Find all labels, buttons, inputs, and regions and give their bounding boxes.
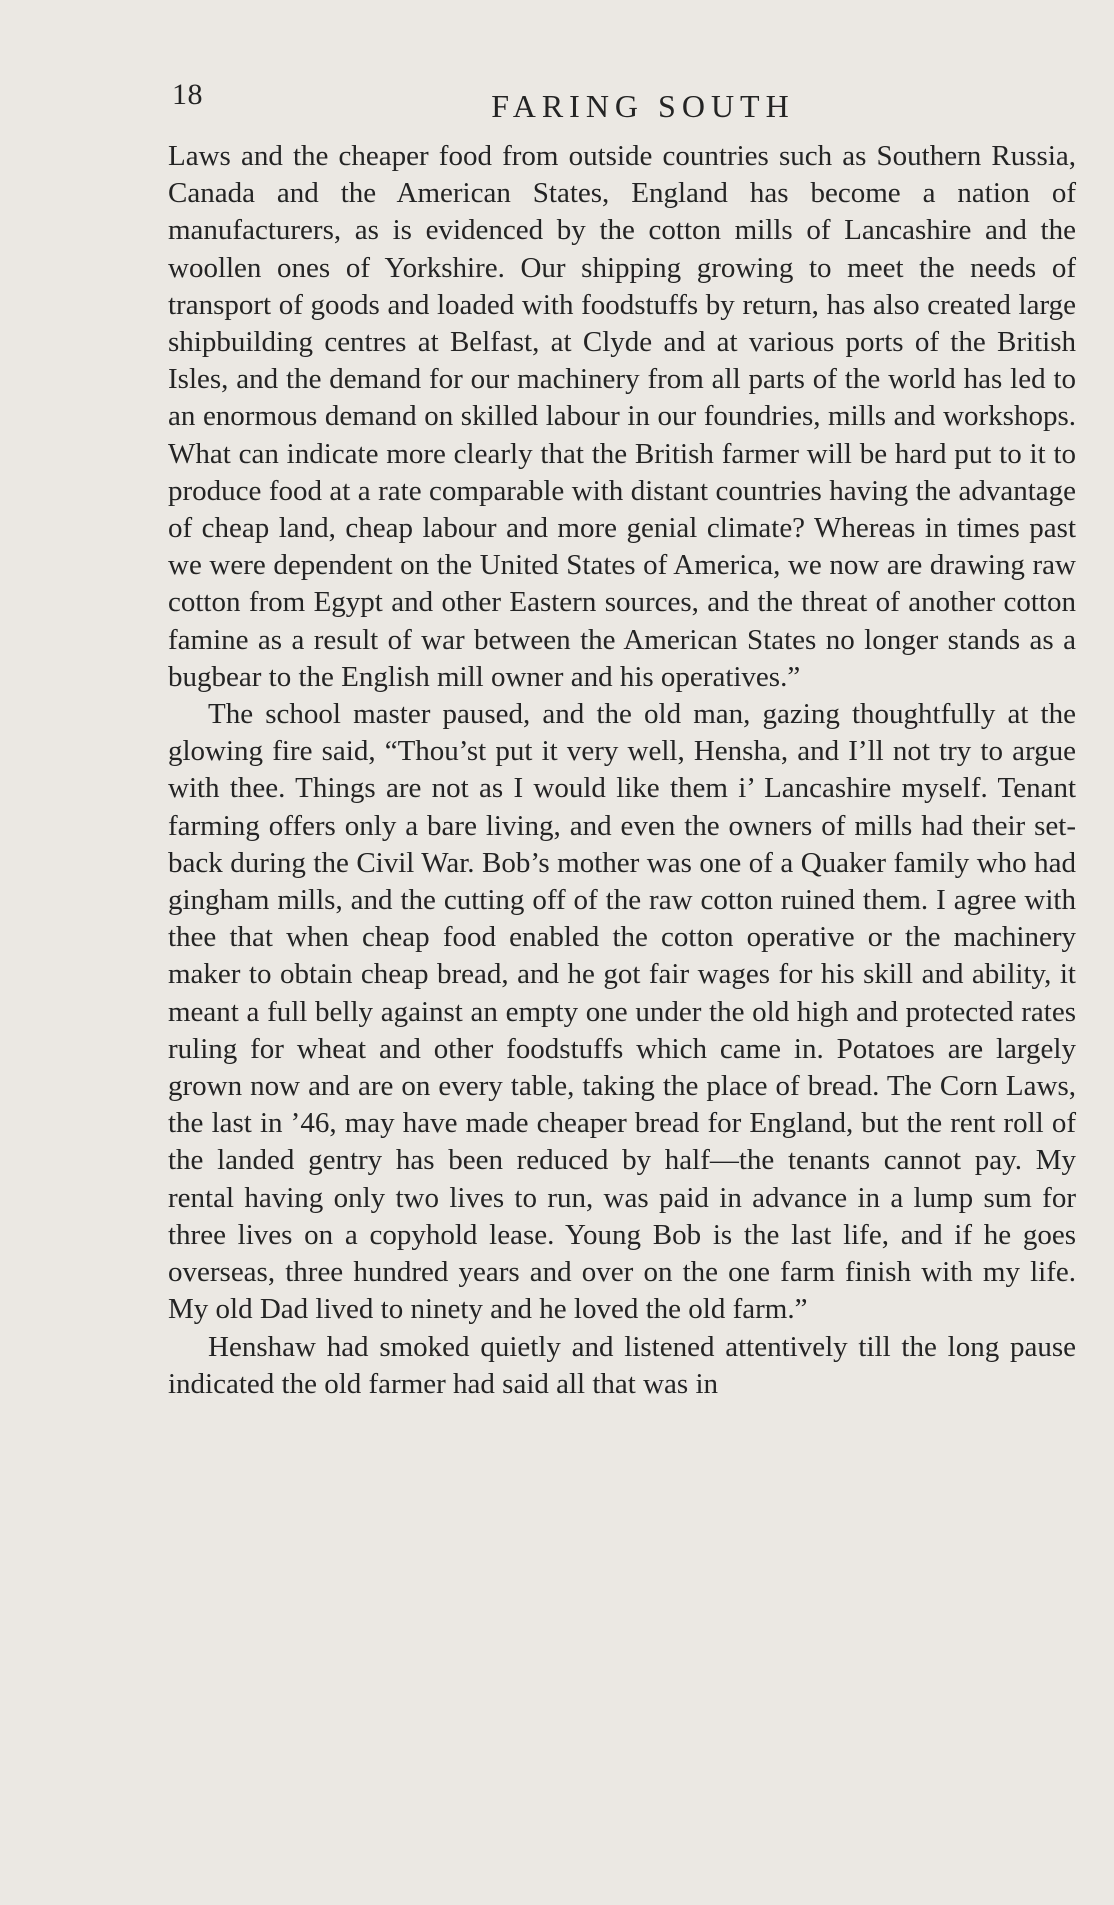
body-text [168, 138, 1076, 1403]
paragraph-1: Laws and the cheaper food from outside countries such as Southern Russia, Canada and the American States, England has become a nation of manufacturers, as is evidenced by the cotton mills of Lancashire and the woollen ones of Yorkshire. Our shipping growing to meet the needs of transport of goods and loaded with foodstuffs by return, has also created large shipbuilding centres at Belfast, at Clyde and at various ports of the British Isles, and the demand for our machinery from all parts of the world has led to an enormous demand on skilled labour in our foundries, mills and workshops. What can indicate more clearly that the British farmer will be hard put to it to produce food at a rate comparable with distant countries having the advantage of cheap land, cheap labour and more genial climate? Whereas in times past we were dependent on the United States of America, we now are drawing raw cotton from Egypt and other Eastern sources, and the threat of another cotton famine as a result of war between the American States no longer stands as a bugbear to the English mill owner and his operatives.” [168, 140, 1076, 693]
page-number: 18 [172, 78, 203, 111]
paragraph-2: The school master paused, and the old man, gazing thoughtfully at the glowing fire said, “Thou’st put it very well, Hensha, and I’ll not try to argue with thee. Things are not as I would like them i’ Lancashire myself. Tenant farming offers only a bare living, and even the owners of mills had their set-back during the Civil War. Bob’s mother was one of a Quaker family who had gingham mills, and the cutting off of the raw cotton ruined them. I agree with thee that when cheap food enabled the cotton operative or the machinery maker to obtain cheap bread, and he got fair wages for his skill and ability, it meant a full belly against an empty one under the old high and protected rates ruling for wheat and other foodstuffs which came in. Potatoes are largely grown now and are on every table, taking the place of bread. The Corn Laws, the last in ’46, may have made cheaper bread for England, but the rent roll of the landed gentry has been reduced by half—the tenants cannot pay. My rental having only two lives to run, was paid in advance in a lump sum for three lives on a copyhold lease. Young Bob is the last life, and if he goes overseas, three hundred years and over on the one farm finish with my life. My old Dad lived to ninety and he loved the old farm.” [168, 698, 1076, 1326]
paragraph-3: Henshaw had smoked quietly and listened attentively till the long pause indicated the old farmer had said all that was in [168, 1330, 1076, 1400]
page-header [172, 80, 1074, 130]
running-title: FARING SOUTH [491, 88, 795, 124]
